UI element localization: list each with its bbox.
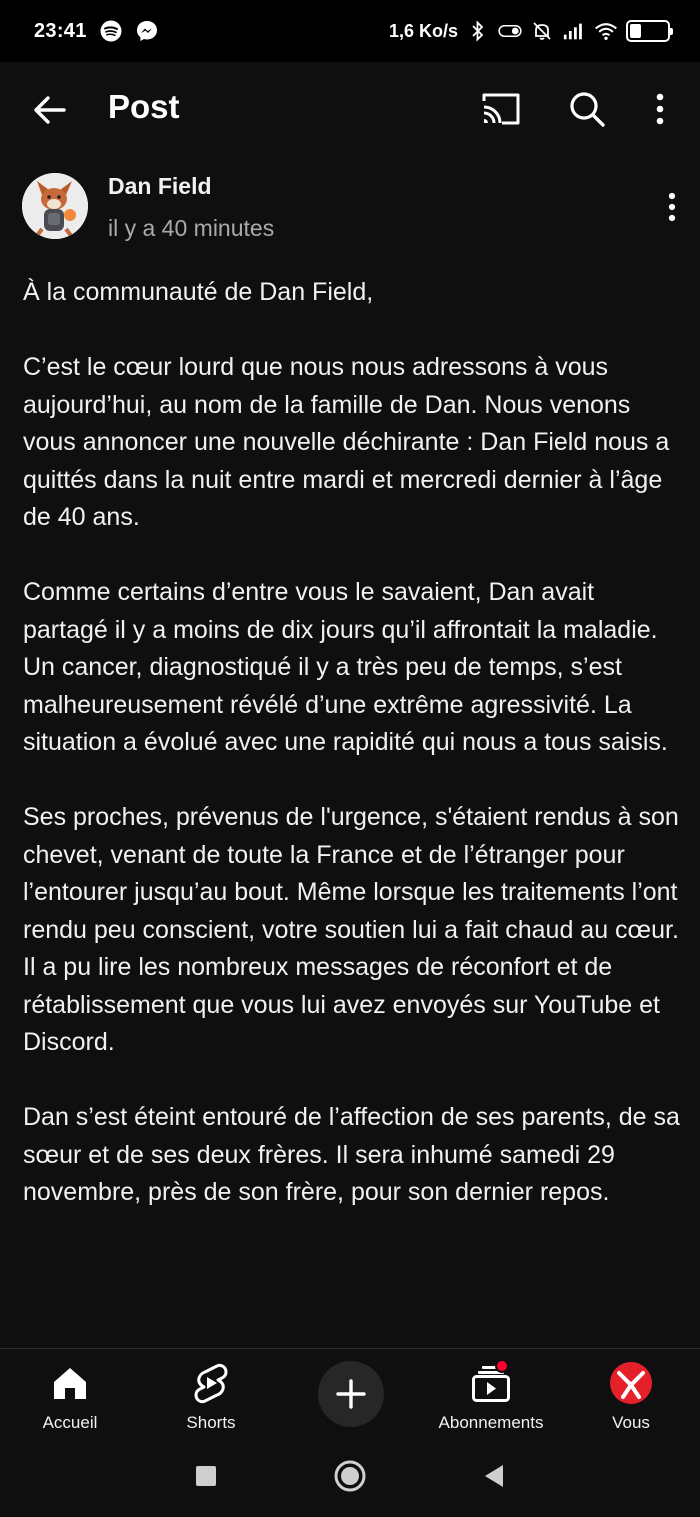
nav-item-you[interactable] [561,1349,700,1437]
more-vertical-icon[interactable] [640,84,680,134]
top-app-bar [0,62,700,152]
status-bar-left [34,20,159,43]
nav-item-shorts[interactable] [141,1349,281,1437]
nav-label-shorts: Shorts [186,1413,236,1432]
post-more-icon[interactable] [654,185,690,229]
post-paragraph: C’est le cœur lourd que nous nous adressons à vous aujourd’hui, au nom de la famille de Dan. Nous venons vous annoncer une nouvelle déchirante : Dan Field nous a quittés dans la nuit entre mardi et mercredi dernier à l’âge de 40 ans. [23,353,670,531]
nav-item-home[interactable] [0,1349,140,1437]
status-time: 23:41 [34,19,87,42]
post-paragraph: À la communauté de Dan Field, [23,278,374,306]
home-circle-icon[interactable] [330,1456,370,1496]
battery-fill [630,24,641,38]
cast-icon[interactable] [476,84,526,134]
wifi-icon [594,20,618,42]
post-paragraph: Ses proches, prévenus de l'urgence, s'étaient rendus à son chevet, venant de toute la France et de l’étranger pour l’entourer jusqu’au bout. Même lorsque les traitements l’ont rendu peu conscient, votre soutien lui a fait chaud au cœur. Il a pu lire les nombreux messages de réconfort et de rétablissement que vous lui avez envoyés sur YouTube et Discord. [23,803,679,1056]
author-avatar[interactable] [22,173,88,239]
shorts-icon [189,1361,233,1405]
nav-item-subscriptions[interactable] [421,1349,561,1437]
status-bar [0,0,700,62]
author-name[interactable]: Dan Field [108,173,212,199]
post-header [0,165,700,255]
bluetooth-icon [466,20,490,42]
bottom-navigation [0,1348,700,1436]
create-button[interactable] [318,1361,384,1427]
plus-icon [334,1377,368,1411]
battery-indicator [626,20,670,42]
toggle-icon [498,20,522,42]
post-body [23,274,683,1249]
nav-label-you: Vous [612,1413,650,1432]
post-paragraph: Comme certains d’entre vous le savaient, Dan avait partagé il y a moins de dix jours qu’il affrontait la maladie. Un cancer, diagnostiqué il y a très peu de temps, s’est malheureusement révélé d’une extrême agressivité. La situation a évolué avec une rapidité qui nous a tous saisis. [23,578,668,756]
mute-icon [530,20,554,42]
nav-label-subscriptions: Abonnements [438,1413,544,1432]
system-navigation-bar [0,1436,700,1517]
spotify-icon [99,20,123,42]
network-speed: 1,6 Ko/s [388,20,458,41]
profile-avatar-icon [609,1361,653,1405]
subscriptions-icon [469,1361,513,1405]
battery-level: 38 [640,23,656,39]
post-paragraph: Dan s’est éteint entouré de l’affection de ses parents, de sa sœur et de ses deux frères. Il sera inhumé samedi 29 novembre, près de son frère, pour son dernier repos. [23,1103,680,1206]
signal-icon [562,20,586,42]
home-icon [48,1361,92,1405]
search-icon[interactable] [562,84,612,134]
status-bar-right [389,20,670,42]
page-title: Post [108,88,180,125]
nav-label-home: Accueil [42,1413,98,1432]
messenger-icon [135,20,159,42]
post-timestamp: il y a 40 minutes [108,215,275,241]
back-arrow-icon[interactable] [26,86,74,134]
notification-dot [495,1359,509,1373]
back-triangle-icon[interactable] [474,1456,514,1496]
recent-apps-icon[interactable] [186,1456,226,1496]
